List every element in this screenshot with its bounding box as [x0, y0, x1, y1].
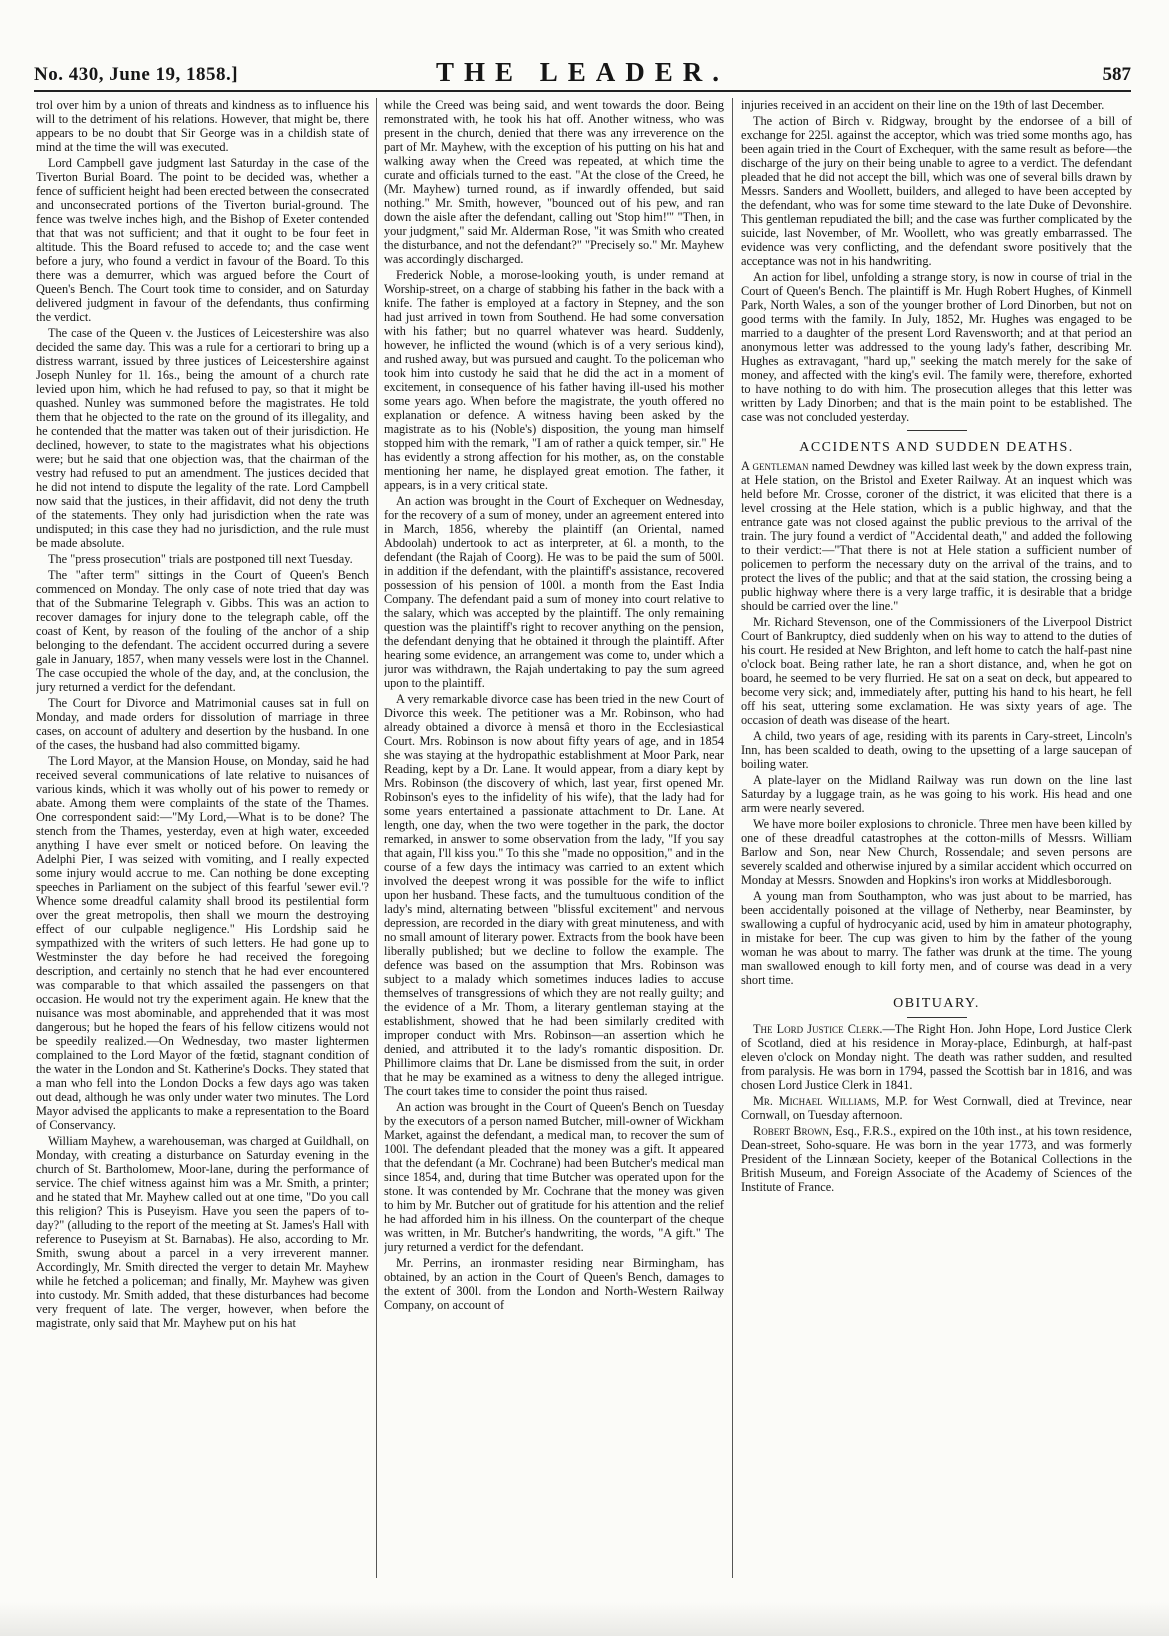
page-header [34, 42, 1131, 92]
masthead-title: THE LEADER. [435, 57, 730, 87]
article-paragraph: An action for libel, unfolding a strange story, is now in course of trial in the Court of Queen's Bench. The plaintiff is Mr. Hugh Robert Hughes, of Kinmell Park, North Wales, a son of the younger brother of Lord Dinorben, but not on good terms with the family. In July, 1852, Mr. Hughes was engaged to be married to a daughter of the present Lord Ravensworth; and at that period an anonymous letter was addressed to the young lady's father, describing Mr. Hughes as extravagant, "hard up," seeking the match merely for the sake of money, and affected with the king's evil. The family were, therefore, exhorted to have nothing to do with him. The prosecution alleges that this letter was written by Lady Dinorben; and that is the main point to be established. The case was not concluded yesterday. [741, 270, 1132, 424]
article-paragraph: A plate-layer on the Midland Railway was run down on the line last Saturday by a luggage train, as he was going to his work. His head and one arm were nearly severed. [741, 773, 1132, 815]
article-paragraph: Frederick Noble, a morose-looking youth, is under remand at Worship-street, on a charge of stabbing his father in the back with a knife. The father is employed at a factory in Stepney, and the son had just arrived in town from Southend. He had some conversation with his father; but no quarrel whatever was heard. Suddenly, however, he inflicted the wound (which is of a very serious kind), and rushed away, but was pursued and caught. To the policeman who took him into custody he said that he did the act in a moment of excitement, in consequence of his father having ill-used his mother some years ago. When before the magistrate, the youth offered no explanation or defence. A witness having been asked by the magistrate as to his (Noble's) disposition, the young man himself stopped him with the remark, "I am of rather a quick temper, sir." He has evidently a strong affection for his mother, as, on the constable mentioning her name, he displayed great emotion. The father, it appears, is in a very critical state. [384, 268, 724, 492]
article-paragraph: A child, two years of age, residing with its parents in Cary-street, Lincoln's Inn, has been scalded to death, owing to the upsetting of a large saucepan of boiling water. [741, 729, 1132, 771]
obituary-name: The Lord Justice Clerk. [753, 1022, 883, 1036]
column-2 [384, 98, 724, 1598]
article-paragraph: The action of Birch v. Ridgway, brought by the endorsee of a bill of exchange for 225l. against the acceptor, which was tried some months ago, has been again tried in the Court of Exchequer, with the same result as before—the discharge of the jury on their being unable to agree to a verdict. The defendant pleaded that he did not accept the bill, which was one of several bills drawn by Messrs. Sanders and Woollett, builders, and alleged to have been accepted by the defendant, who was for some time steward to the late Duke of Devonshire. This gentleman repudiated the bill; and the case was further complicated by the suicide, last November, of Mr. Woollett, who was greatly embarrassed. The evidence was very conflicting, and the defendant swore positively that the acceptance was not in his handwriting. [741, 114, 1132, 268]
obituary-text: M.P. for West Cornwall, died at Trevince, near Cornwall, on Tuesday afternoon. [741, 1094, 1132, 1122]
article-paragraph: We have more boiler explosions to chronicle. Three men have been killed by one of these dreadful catastrophes at the cotton-mills of Messrs. William Barlow and Son, near New Church, Rossendale; and seven persons are severely scalded and otherwise injured by a similar accident which occurred on Monday at Messrs. Snowden and Hopkins's iron works at Middlesborough. [741, 817, 1132, 887]
article-paragraph: The "press prosecution" trials are postponed till next Tuesday. [48, 552, 353, 566]
article-paragraph: while the Creed was being said, and went towards the door. Being remonstrated with, he took his hat off. Another witness, who was present in the church, denied that there was any irreverence on the part of Mr. Mayhew, with the exception of his putting on his hat and walking away when the Creed was repeated, at which time the curate and officials turned to the east. "At the close of the Creed, he (Mr. Mayhew) turned round, as if inwardly offended, but said nothing." Mr. Smith, however, "bounced out of his pew, and ran down the aisle after the defendant, calling out 'Stop him!'" "Then, in your judgment," said Mr. Alderman Rose, "it was Smith who created the disturbance, and not the defendant?" "Precisely so." Mr. Mayhew was accordingly discharged. [384, 98, 724, 266]
article-paragraph: A young man from Southampton, who was just about to be married, has been accidentally poisoned at the village of Netherby, near Beaminster, by swallowing a cupful of hydrocyanic acid, used by him in amateur photography, in mistake for beer. The cup was given to him by the father of the young woman he was about to marry. The father was drunk at the time. The young man swallowed enough to kill forty men, and of course was dead in a very short time. [741, 889, 1132, 987]
article-paragraph [741, 459, 1132, 613]
obituary-entry [741, 1094, 1132, 1122]
article-paragraph: The case of the Queen v. the Justices of Leicestershire was also decided the same day. This was a rule for a certiorari to bring up a distress warrant, issued by three justices of Leicestershire against Joseph Nunley for 1l. 16s., being the amount of a church rate levied upon him, which he had refused to pay, so that it might be quashed. Nunley was summoned before the magistrates. He told them that he objected to the rate on the ground of its illegality, and he contended that the matter was taken out of their jurisdiction. He declined, however, to state to the magistrates what his objections were; but he said that one objection was, that the chairman of the vestry had refused to put an amendment. The justices decided that he did not intend to dispute the legality of the rate. Lord Campbell now said that the justices, in their affidavit, did not deny the truth of the statements. They only had jurisdiction when the rate was undisputed; in this case they had no jurisdiction, and the rule must be made absolute. [36, 326, 369, 550]
lead-in: A gentleman [741, 459, 809, 473]
issue-date: No. 430, June 19, 1858.] [34, 64, 239, 85]
paragraph-text: named Dewdney was killed last week by the down express train, at Hele station, on the Bristol and Exeter Railway. At an inquest which was held before Mr. Crosse, coroner of the district, it was elicited that there is a level crossing at the Hele station, which is a public highway, and that the entrance gate was not closed against the public previous to the arrival of the train. The jury found a verdict of "Accidental death," and added the following to their verdict:—"That there is not at Hele station a sufficient number of policemen to perform the necessary duty on the arrival of the trains, and to protect the lives of the public; and that at the said station, the crossing being a public highway where there is a very large traffic, it is desirable that a bridge should be carried over the line." [741, 459, 1132, 613]
scan-edge [0, 1602, 1169, 1636]
column-divider [376, 98, 377, 1578]
obituary-name: Robert Brown, [753, 1124, 833, 1138]
section-rule [907, 1017, 967, 1018]
article-paragraph: injuries received in an accident on their line on the 19th of last December. [741, 98, 1105, 112]
page-number: 587 [1102, 64, 1131, 85]
article-paragraph: An action was brought in the Court of Exchequer on Wednesday, for the recovery of a sum of money, under an agreement entered into in March, 1856, whereby the plaintiff (an Oriental, named Abdoolah) undertook to act as interpreter, at 6l. a month, to the defendant (the Rajah of Coorg). He was to be paid the sum of 500l. in addition if the defendant, with the plaintiff's assistance, recovered possession of his pension of 100l. a month from the East India Company. The defendant paid a sum of money into court relative to the salary, which was accepted by the plaintiff. The only remaining question was the plaintiff's right to recover anything on the pension, the defendant denying that he obtained it through the plaintiff. After hearing some evidence, an arrangement was come to, under which a juror was withdrawn, the Rajah undertaking to pay the sum agreed upon to the plaintiff. [384, 494, 724, 690]
article-paragraph: Lord Campbell gave judgment last Saturday in the case of the Tiverton Burial Board. The point to be decided was, whether a fence of sufficient height had been erected between the consecrated and unconsecrated portions of the Tiverton burial-ground. The fence was twelve inches high, and the Bishop of Exeter contended that that was not sufficient; and that it ought to be four feet in altitude. This the Board refused to accede to; and the case went before a jury, who found a verdict in favour of the Board. To this there was a demurrer, which was argued before the Court of Queen's Bench. The Court took time to consider, and on Saturday delivered judgment in favour of the defendants, thus confirming the verdict. [36, 156, 369, 324]
article-paragraph: A very remarkable divorce case has been tried in the new Court of Divorce this week. The petitioner was a Mr. Robinson, who had already obtained a divorce à mensâ et thoro in the Ecclesiastical Court. Mrs. Robinson is now about fifty years of age, and in 1854 she was staying at the hydropathic establishment at Moor Park, near Reading, kept by a Dr. Lane. It would appear, from a diary kept by Mrs. Robinson (the discovery of which, last year, first opened Mr. Robinson's eyes to the infidelity of his wife), that the lady had for some years entertained a passionate attachment to Dr. Lane. At length, one day, when the two were together in the park, the doctor remarked, in answer to some observation from the lady, "If you say that again, I'll kiss you." To this she "made no opposition," and in the course of a few days the intimacy was carried to an extent which involved the deepest wrong it was possible for the wife to inflict upon her husband. These facts, and the tumultuous condition of the lady's mind, alternating between "blissful excitement" and nervous depression, are recorded in the diary with great minuteness, and with no small amount of literary power. Extracts from the book have been liberally published; but we decline to follow the example. The defence was based on the assumption that Mrs. Robinson was subject to a malady which sometimes induces ladies to accuse themselves of transgressions of which they are not really guilty; and the evidence of a Mr. Thom, a literary gentleman staying at the establishment, showed that he had been similarly credited with improper conduct with Mrs. Robinson—an assertion which he denied, and attributed it to the lady's romantic disposition. Dr. Phillimore claims that Dr. Lane be dismissed from the suit, in order that he may be examined as a witness to deny the alleged intrigue. The court takes time to consider the point thus raised. [384, 692, 724, 1098]
article-paragraph: William Mayhew, a warehouseman, was charged at Guildhall, on Monday, with creating a disturbance on Saturday evening in the church of St. Bartholomew, Moor-lane, during the performance of service. The chief witness against him was a Mr. Smith, a printer; and he stated that Mr. Mayhew called out at one time, "Do you call this religion? This is Puseyism. Have you seen the papers of to-day?" (alluding to the report of the meeting at St. James's Hall with reference to Puseyism at St. Barnabas). He also, according to Mr. Smith, swung about a parcel in a very irreverent manner. Accordingly, Mr. Smith directed the verger to detain Mr. Mayhew while he fetched a policeman; and finally, Mr. Mayhew was given into custody. Mr. Smith added, that these disturbances had become very frequent of late. The verger, however, when before the magistrate, only said that Mr. Mayhew put on his hat [36, 1134, 369, 1330]
obituary-entry [741, 1022, 1132, 1092]
column-3 [741, 98, 1132, 1598]
column-divider [732, 98, 733, 1578]
obituary-name: Mr. Michael Williams, [753, 1094, 880, 1108]
article-paragraph: trol over him by a union of threats and kindness as to influence his will to the detriment of his relations. However, that might be, there appears to be no doubt that Sir George was in a childish state of mind at the time the will was executed. [36, 98, 369, 154]
section-heading-obituary: OBITUARY. [893, 996, 980, 1011]
article-paragraph: The Court for Divorce and Matrimonial causes sat in full on Monday, and made orders for dissolution of marriage in three cases, on account of adultery and desertion by the husband. In one of the cases, the husband had also committed bigamy. [36, 696, 369, 752]
article-paragraph: The "after term" sittings in the Court of Queen's Bench commenced on Monday. The only case of note tried that day was that of the Submarine Telegraph v. Gibbs. This was an action to recover damages for injury done to the telegraph cable, off the coast of Kent, by reason of the fouling of the anchor of a ship belonging to the defendant. The accident occurred during a severe gale in January, 1857, when many vessels were lost in the Channel. The case occupied the whole of the day, and, at the conclusion, the jury returned a verdict for the defendant. [36, 568, 369, 694]
section-heading-accidents: ACCIDENTS AND SUDDEN DEATHS. [799, 440, 1074, 455]
column-1 [36, 98, 369, 1598]
article-paragraph: Mr. Richard Stevenson, one of the Commissioners of the Liverpool District Court of Bankruptcy, died suddenly when on his way to attend to the duties of his court. He resided at New Brighton, and left home to catch the half-past nine o'clock boat. Being rather late, he ran a short distance, and, when he got on board, he seemed to be very flurried. He sat on a seat on deck, but appeared to become very sick; and, immediately after, putting his hand to his heart, he fell off his seat, uttering some exclamation. He was sixty years of age. The occasion of death was disease of the heart. [741, 615, 1132, 727]
article-paragraph: The Lord Mayor, at the Mansion House, on Monday, said he had received several communications of late relative to nuisances of various kinds, which it was wholly out of his power to remedy or abate. Among them were complaints of the state of the Thames. One correspondent said:—"My Lord,—What is to be done? The stench from the Thames, yesterday, even at high water, exceeded anything I have ever smelt or noticed before. On leaving the Adelphi Pier, I was seized with vomiting, and I really expected some injury would accrue to me. Can nothing be done excepting speeches in Parliament on the subject of this fearful 'sewer evil.'? Whence some dreadful calamity shall brood its pestilential form over the great metropolis, then shall we mourn the destroying effect of our culpable negligence." His Lordship said he sympathized with the writers of such letters. He had gone up to Westminster the day before he had received the foregoing description, and certainly no stench that he had ever encountered was comparable to that which assailed the passengers on that occasion. He would not try the experiment again. He knew that the nuisance was most abominable, and apprehended that it was most dangerous; but he hoped the fears of his fellow citizens would not be speedily realized.—On Wednesday, two master lightermen complained to the Lord Mayor of the fœtid, stagnant condition of the water in the London and St. Katherine's Docks. They stated that a man who fell into the London Docks a few days ago was taken out dead, although he was only under water two minutes. The Lord Mayor advised the applicants to make a representation to the Board of Conservancy. [36, 754, 369, 1132]
obituary-entry [741, 1124, 1132, 1194]
obituary-text: Esq., F.R.S., expired on the 10th inst., at his town residence, Dean-street, Soho-square. He was born in the year 1773, and was formerly President of the Linnæan Society, keeper of the Botanical Collections in the British Museum, and Foreign Associate of the Academy of Sciences of the Institute of France. [741, 1124, 1132, 1194]
obituary-text: —The Right Hon. John Hope, Lord Justice Clerk of Scotland, died at his residence in Moray-place, Edinburgh, at half-past eleven o'clock on Monday night. The death was rather sudden, and resulted from paralysis. He was born in 1794, passed the Scottish bar in 1816, and was chosen Lord Justice Clerk in 1841. [741, 1022, 1132, 1092]
article-paragraph: An action was brought in the Court of Queen's Bench on Tuesday by the executors of a person named Butcher, mill-owner of Wickham Market, against the defendant, a medical man, to recover the sum of 100l. The defendant pleaded that the money was a gift. It appeared that the defendant (a Mr. Cochrane) had been Butcher's medical man since 1854, and, during that time Butcher was operated upon for the stone. It was contended by Mr. Cochrane that the money was given to him by Mr. Butcher out of gratitude for his attention and the relief he had afforded him in his illness. On the counterpart of the cheque was written, in Mr. Butcher's handwriting, the words, "A gift." The jury returned a verdict for the defendant. [384, 1100, 724, 1254]
article-paragraph: Mr. Perrins, an ironmaster residing near Birmingham, has obtained, by an action in the Court of Queen's Bench, damages to the extent of 300l. from the London and North-Western Railway Company, on account of [384, 1256, 724, 1312]
section-rule [907, 430, 967, 431]
